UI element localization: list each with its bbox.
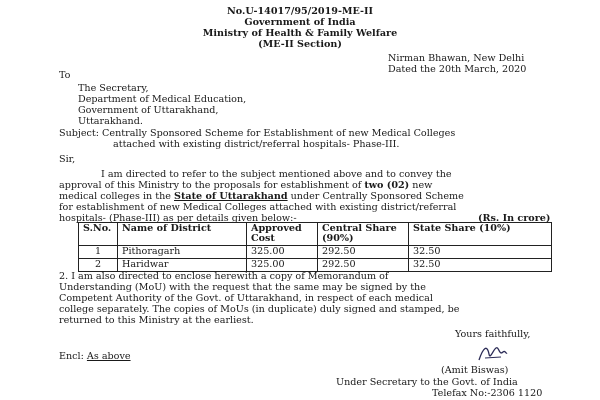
place: Nirman Bhawan, New Delhi	[388, 53, 525, 64]
addressee-line: Uttarakhand.	[78, 116, 143, 127]
signatory-name: (Amit Biswas)	[441, 365, 509, 376]
addressee-line: The Secretary,	[78, 83, 149, 94]
table-row	[79, 259, 552, 272]
table-cell: 325.00	[247, 259, 318, 272]
para1-line	[59, 180, 432, 191]
signatory-telefax: Telefax No:-2306 1120	[432, 388, 543, 399]
column-header: Approved Cost	[247, 223, 318, 246]
para1-line: hospitals- (Phase-III) as per details given below:-	[59, 213, 297, 224]
college-count: two (02)	[364, 180, 410, 191]
signature-mark	[475, 340, 509, 364]
state-name: State of Uttarakhand	[174, 191, 288, 202]
para1-text: approval of this Ministry to the proposals for establishment of	[59, 180, 365, 191]
para2-line: college separately. The copies of MoUs (in duplicate) duly signed and stamped, be	[59, 304, 460, 315]
signatory-designation: Under Secretary to the Govt. of India	[336, 377, 518, 388]
table-cell: 325.00	[247, 246, 318, 259]
para1-line	[59, 191, 464, 202]
district-table	[78, 222, 552, 272]
table-header-row	[79, 223, 552, 246]
table-cell: Pithoragarh	[118, 246, 247, 259]
table-cell: 32.50	[409, 246, 552, 259]
column-header: State Share (10%)	[409, 223, 552, 246]
para1-text: under Centrally Sponsored Scheme	[287, 191, 464, 202]
para2-line: Understanding (MoU) with the request that the same may be signed by the	[59, 282, 426, 293]
column-header: S.No.	[79, 223, 118, 246]
government-name: Government of India	[244, 17, 356, 28]
table-cell: 292.50	[318, 259, 409, 272]
table-row	[79, 246, 552, 259]
table-cell: 32.50	[409, 259, 552, 272]
para1-line: I am directed to refer to the subject mentioned above and to convey the	[101, 169, 452, 180]
column-header: Central Share (90%)	[318, 223, 409, 246]
addressee-line: Government of Uttarakhand,	[78, 105, 219, 116]
closing: Yours faithfully,	[455, 329, 531, 340]
addressee-line: Department of Medical Education,	[78, 94, 247, 105]
enclosure-label: Encl:	[59, 351, 84, 362]
subject-line-1: Subject: Centrally Sponsored Scheme for Establishment of new Medical Colleges	[59, 128, 456, 139]
subject-line-2: attached with existing district/referral hospitals- Phase-III.	[113, 139, 400, 150]
date: Dated the 20th March, 2020	[388, 64, 527, 75]
para1-text: new	[409, 180, 433, 191]
para1-text: medical colleges in the	[59, 191, 175, 202]
table-cell: 1	[79, 246, 118, 259]
column-header: Name of District	[118, 223, 247, 246]
ministry-name: Ministry of Health & Family Welfare	[202, 28, 398, 39]
para2-line: returned to this Ministry at the earliest.	[59, 315, 254, 326]
table-cell: 292.50	[318, 246, 409, 259]
enclosure	[59, 351, 131, 362]
table-unit: (Rs. In crore)	[478, 213, 551, 224]
para2-line: 2. I am also directed to enclose herewith a copy of Memorandum of	[59, 271, 389, 282]
reference-number: No.U-14017/95/2019-ME-II	[226, 6, 373, 17]
to-label: To	[59, 70, 71, 81]
salutation: Sir,	[59, 154, 76, 165]
table-cell: 2	[79, 259, 118, 272]
table-cell: Haridwar	[118, 259, 247, 272]
enclosure-value: As above	[86, 351, 131, 362]
para2-line: Competent Authority of the Govt. of Uttarakhand, in respect of each medical	[59, 293, 433, 304]
section-name: (ME-II Section)	[258, 39, 342, 50]
para1-line: for establishment of new Medical Colleges attached with existing district/referral	[59, 202, 457, 213]
